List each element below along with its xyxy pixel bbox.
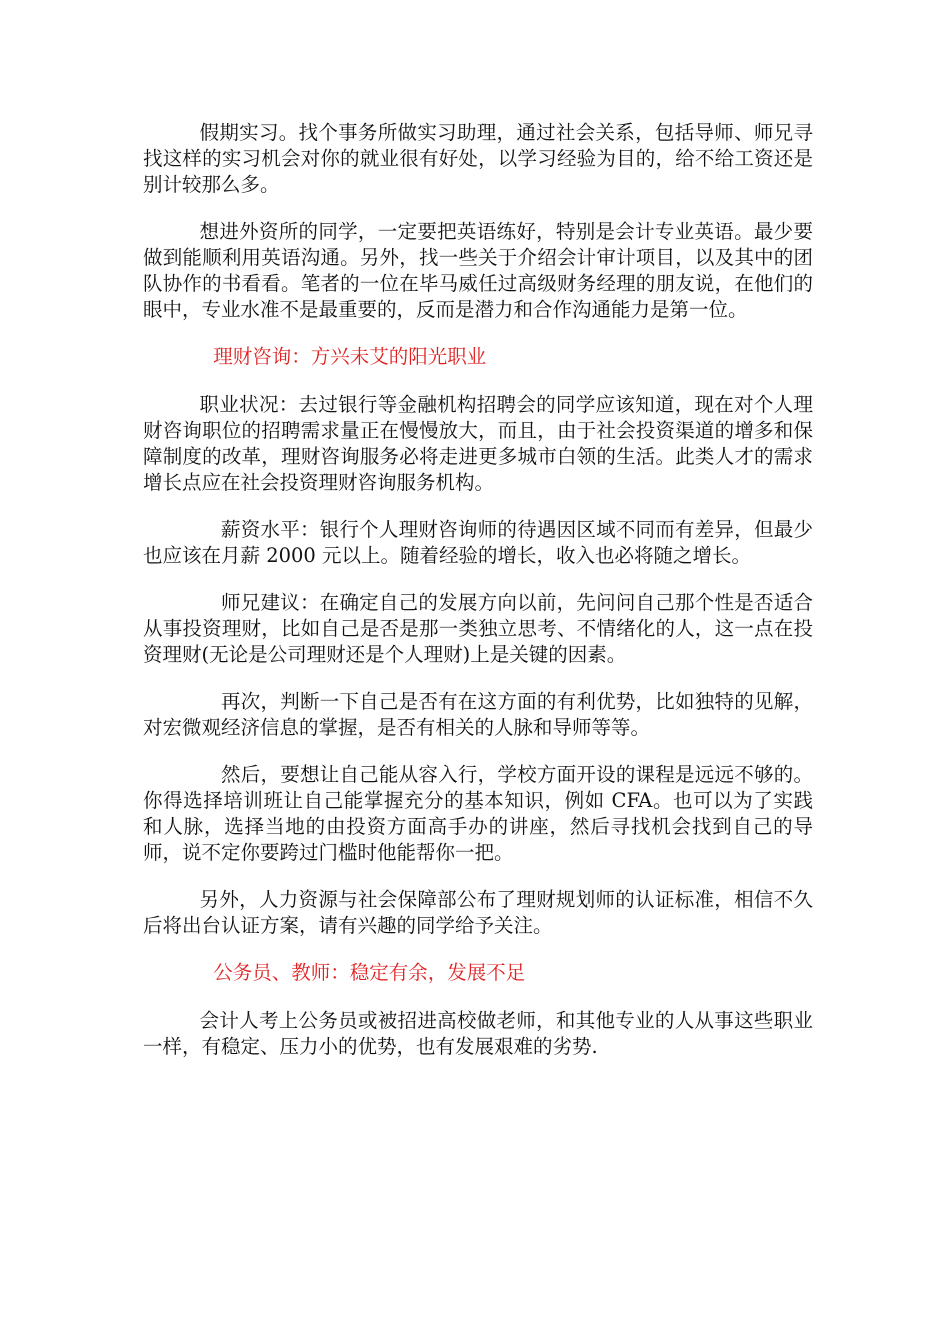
paragraph-civil-servant: 会计人考上公务员或被招进高校做老师，和其他专业的人从事这些职业一样，有稳定、压力小的优势，也有发展艰难的劣势.	[143, 1009, 813, 1058]
section-heading-civil-servant-teacher: 公务员、教师：稳定有余，发展不足	[213, 961, 526, 984]
paragraph-enter-industry: 然后，要想让自己能从容入行，学校方面开设的课程是远远不够的。你得选择培训班让自己能掌握充分的基本知识，例如 CFA。也可以为了实践和人脉，选择当地的由投资方面高手办的讲座，然后寻找机会找到自己的导师，说不定你要跨过门槛时他能帮你一把。	[143, 763, 813, 864]
paragraph-certification: 另外，人力资源与社会保障部公布了理财规划师的认证标准，相信不久后将出台认证方案，请有兴趣的同学给予关注。	[143, 888, 813, 937]
paragraph-internship: 假期实习。找个事务所做实习助理，通过社会关系，包括导师、师兄寻找这样的实习机会对你的就业很有好处，以学习经验为目的，给不给工资还是别计较那么多。	[143, 121, 813, 196]
paragraph-foreign-firm: 想进外资所的同学，一定要把英语练好，特别是会计专业英语。最少要做到能顺利用英语沟通。另外，找一些关于介绍会计审计项目，以及其中的团队协作的书看看。笔者的一位在毕马威任过高级财务经理的朋友说，在他们的眼中，专业水准不是最重要的，反而是潜力和合作沟通能力是第一位。	[143, 220, 813, 321]
section-heading-financial-consulting: 理财咨询：方兴未艾的阳光职业	[213, 345, 487, 368]
document-body	[143, 120, 813, 1081]
paragraph-salary-level: 薪资水平：银行个人理财咨询师的待遇因区域不同而有差异，但最少也应该在月薪 2000 元以上。随着经验的增长，收入也必将随之增长。	[143, 518, 813, 567]
paragraph-assess-advantages: 再次，判断一下自己是否有在这方面的有利优势，比如独特的见解，对宏微观经济信息的掌握，是否有相关的人脉和导师等等。	[143, 690, 813, 739]
paragraph-career-status: 职业状况：去过银行等金融机构招聘会的同学应该知道，现在对个人理财咨询职位的招聘需求量正在慢慢放大，而且，由于社会投资渠道的增多和保障制度的改革，理财咨询服务必将走进更多城市白领的生活。此类人才的需求增长点应在社会投资理财咨询服务机构。	[143, 393, 813, 494]
paragraph-senior-advice: 师兄建议：在确定自己的发展方向以前，先问问自己那个性是否适合从事投资理财，比如自己是否是那一类独立思考、不情绪化的人，这一点在投资理财(无论是公司理财还是个人理财)上是关键的因素。	[143, 591, 813, 666]
